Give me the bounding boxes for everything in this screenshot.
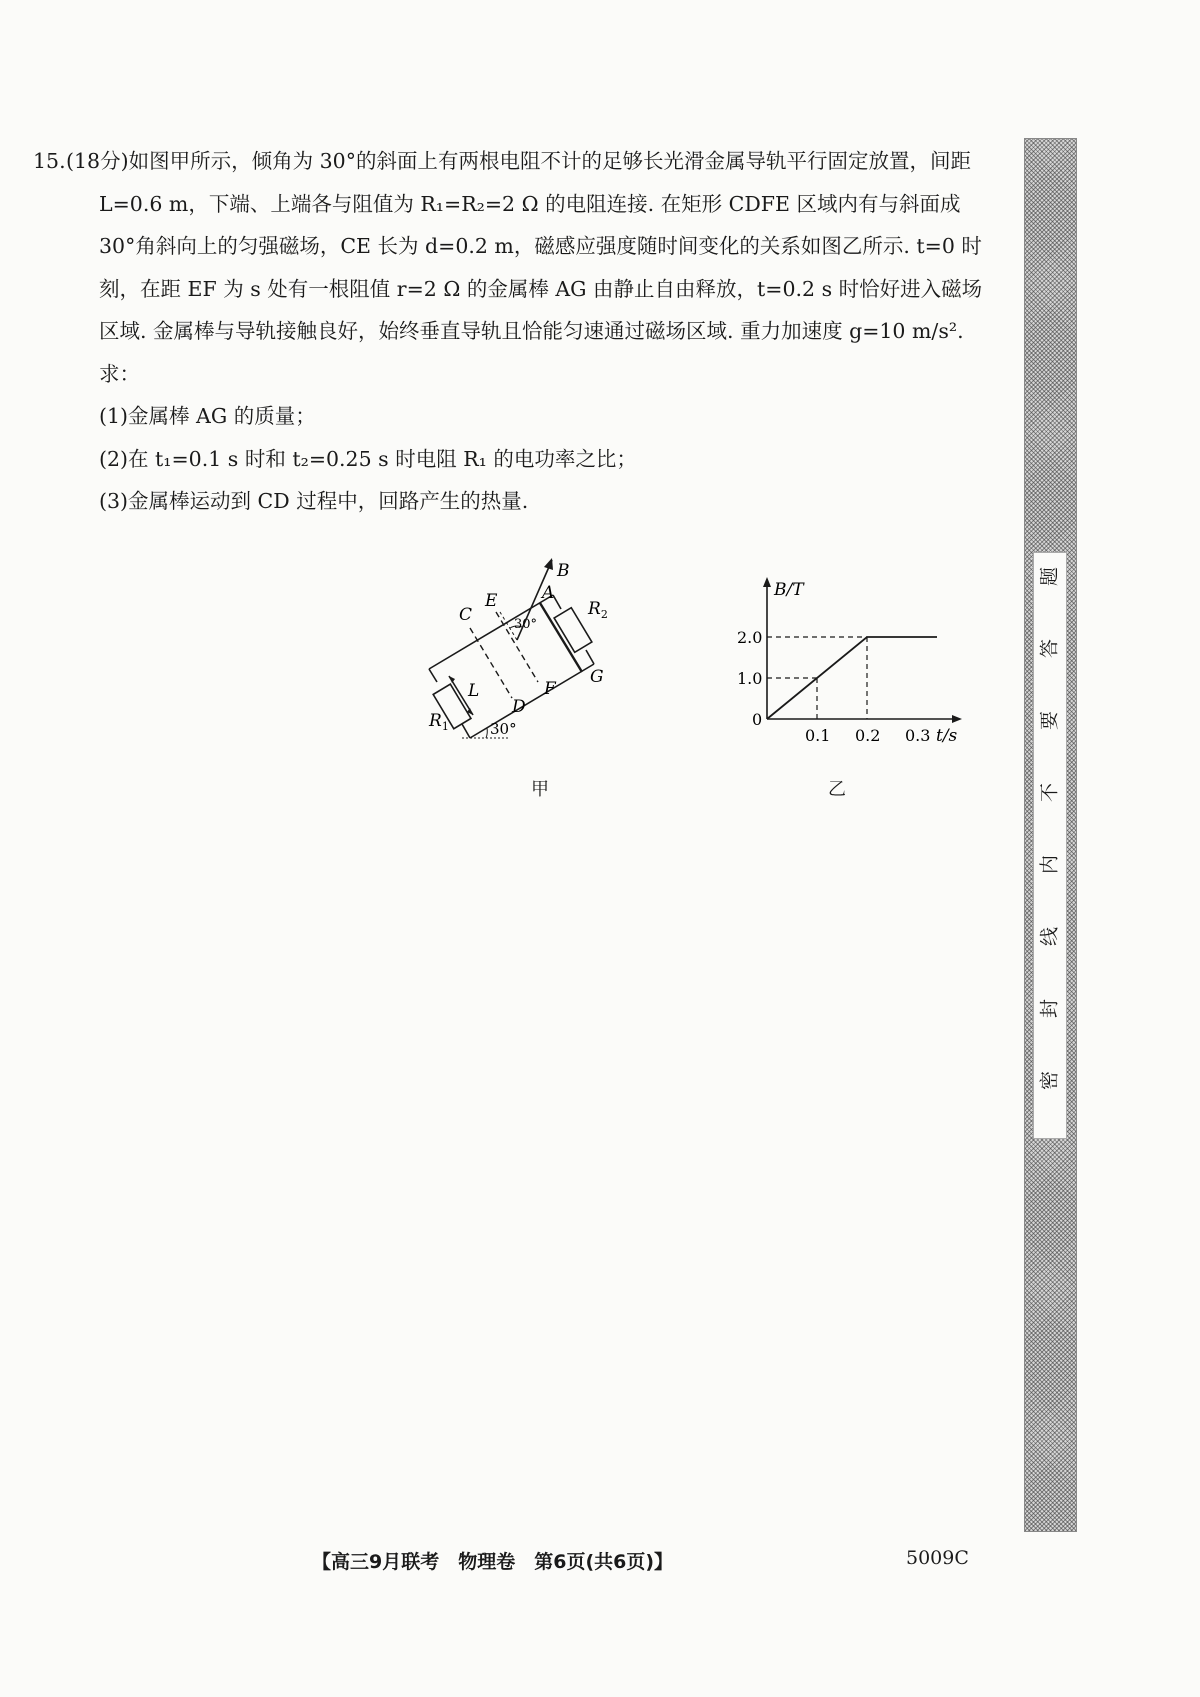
figure-b [737, 575, 970, 755]
rail-lower [470, 664, 594, 738]
sub-question-1: (1)金属棒 AG 的质量； [99, 404, 316, 428]
label-a: A [542, 583, 555, 603]
seal-char: 封 [1038, 999, 1061, 1019]
footer-title: 【高三9月联考 物理卷 第6页(共6页)】 [312, 1551, 674, 1573]
y-axis-arrow [763, 577, 771, 587]
question-stem: 15.(18分)如图甲所示，倾角为 30°的斜面上有两根电阻不计的足够长光滑金属导轨平行固定放置，间距 L=0.6 m，下端、上端各与阻值为 R₁=R₂=2 Ω 的电阻连接. 在矩形 CDFE 区域内有与斜面成 30°角斜向上的匀强磁场，CE 长为 d=0.2 m，磁感应强度随时间变化的关系如图乙所示. t=0 时刻，在距 EF 为 s 处有一根阻值 r=2 Ω 的金属棒 AG 由静止自由释放，t=0.2 s 时恰好进入磁场区域. 金属棒与导轨接触良好，始终垂直导轨且恰能匀速通过磁场区域. 重力加速度 g=10 m/s². 求： [33, 149, 983, 386]
seal-char: 不 [1038, 783, 1061, 803]
label-l: L [468, 681, 480, 701]
label-r2-letter: R [588, 599, 601, 619]
label-r2 [587, 599, 608, 621]
label-c: C [459, 605, 473, 625]
label-b: B [557, 561, 570, 581]
seal-char: 要 [1038, 711, 1061, 731]
sub-question-3: (3)金属棒运动到 CD 过程中，回路产生的热量. [99, 489, 529, 513]
question-15 [33, 140, 986, 523]
seal-text-box [1033, 552, 1067, 1139]
figure-a [429, 548, 670, 753]
label-r1-letter: R [429, 711, 442, 731]
label-f: F [544, 679, 556, 699]
label-g: G [590, 667, 604, 687]
figure-b-caption: 乙 [828, 779, 846, 800]
origin-label: 0 [752, 710, 763, 729]
sub-question-2: (2)在 t₁=0.1 s 时和 t₂=0.25 s 时电阻 R₁ 的电功率之比； [99, 446, 637, 471]
label-r1-sub: 1 [441, 720, 449, 733]
page-footer [0, 1547, 1024, 1577]
question-stem-text: 如图甲所示，倾角为 30°的斜面上有两根电阻不计的足够长光滑金属导轨平行固定放置，间距 L=0.6 m，下端、上端各与阻值为 R₁=R₂=2 Ω 的电阻连接. 在矩形 CDFE 区域内有与斜面成 30°角斜向上的匀强磁场，CE 长为 d=0.2 m，磁感应强度随时间变化的关系如图乙所示. t=0 时刻，在距 EF 为 s 处有一根阻值 r=2 Ω 的金属棒 AG 由静止自由释放，t=0.2 s 时恰好进入磁场区域. 金属棒与导轨接触良好，始终垂直导轨且恰能匀速通过磁场区域. 重力加速度 g=10 m/s². 求： [99, 149, 983, 386]
label-d: D [512, 697, 526, 717]
x-tick-label: 0.3 [905, 726, 931, 745]
y-axis-label-text: B/T [774, 580, 804, 600]
figure-b-chart [737, 575, 970, 755]
figure-a-caption: 甲 [531, 779, 549, 800]
x-axis-arrow [952, 715, 962, 723]
y-axis-label [773, 580, 805, 600]
x-axis-label: t/s [936, 726, 958, 746]
seal-char: 答 [1038, 639, 1061, 659]
resistor-r2 [554, 608, 592, 653]
b-t-line [767, 637, 937, 719]
seal-char: 题 [1038, 567, 1061, 587]
label-e: E [485, 591, 498, 611]
y-tick-label: 1.0 [737, 669, 763, 688]
footer-code: 5009C [906, 1547, 969, 1569]
label-r2-sub: 2 [600, 608, 608, 621]
x-tick-label: 0.2 [855, 726, 881, 745]
label-angle-top: 30° [514, 617, 538, 632]
seal-char: 线 [1038, 927, 1061, 947]
seal-char: 内 [1038, 855, 1061, 875]
question-points: (18分) [66, 149, 129, 173]
x-tick-label: 0.1 [805, 726, 831, 745]
figure-a-diagram [429, 548, 670, 753]
seal-char: 密 [1038, 1071, 1061, 1091]
y-tick-label: 2.0 [737, 628, 763, 647]
label-angle-bottom: 30° [490, 720, 517, 738]
